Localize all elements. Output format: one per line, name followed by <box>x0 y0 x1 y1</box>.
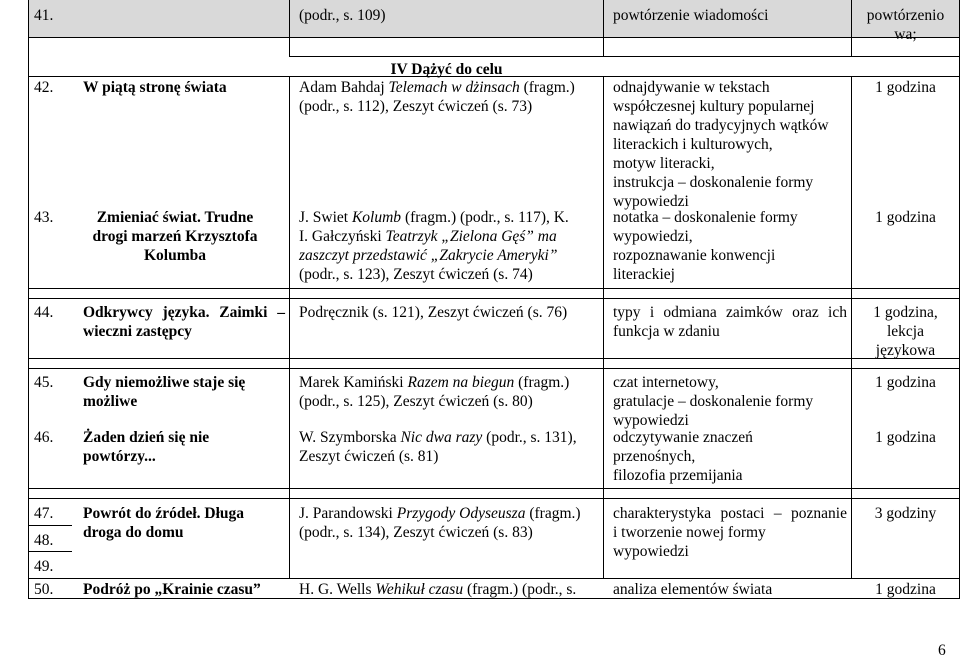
row-41-background <box>28 0 960 37</box>
rule <box>28 498 960 499</box>
row-42-text: Adam Bahdaj Telemach w dżinsach (fragm.) (podr., s. 112), Zeszyt ćwiczeń (s. 73) <box>299 79 575 115</box>
rule <box>603 76 604 578</box>
rule <box>28 358 960 359</box>
row-41-number: 41. <box>34 7 54 24</box>
row-41-hours: powtórzenio wa; <box>866 7 945 43</box>
row-44-text: Podręcznik (s. 121), Zeszyt ćwiczeń (s. 76) <box>299 304 568 321</box>
row-42-hours: 1 godzina <box>875 79 936 96</box>
row-46-number: 46. <box>34 429 54 446</box>
row-45-form: czat internetowy, gratulacje – doskonalenie formy wypowiedzi <box>613 374 814 429</box>
row-44-number: 44. <box>34 304 54 321</box>
row-45-number: 45. <box>34 374 54 391</box>
rule <box>28 578 960 579</box>
rule <box>289 76 290 578</box>
row-43-hours: 1 godzina <box>875 209 936 226</box>
row-50-form: analiza elementów świata <box>613 581 773 598</box>
rule <box>28 368 960 369</box>
row-47-hours: 3 godziny <box>874 505 937 522</box>
row-46-text: W. Szymborska Nic dwa razy (podr., s. 131), Zeszyt ćwiczeń (s. 81) <box>299 429 577 465</box>
row-47-form: charakterystyka postaci – poznanie i tworzenie nowej formy wypowiedzi <box>613 505 847 560</box>
rule <box>28 488 960 489</box>
rule <box>603 0 604 56</box>
row-41-form: powtórzenie wiadomości <box>613 7 769 24</box>
rule <box>28 298 960 299</box>
row-47-text: J. Parandowski Przygody Odyseusza (fragm.) (podr., s. 134), Zeszyt ćwiczeń (s. 83) <box>299 505 581 541</box>
row-46-form: odczytywanie znaczeń przenośnych, filozofia przemijania <box>613 429 753 484</box>
row-50-text: H. G. Wells Wehikuł czasu (fragm.) (podr., s. <box>299 581 577 598</box>
rule <box>28 525 72 526</box>
row-50-topic: Podróż po „Krainie czasu” <box>83 581 261 598</box>
row-46-hours: 1 godzina <box>875 429 936 446</box>
row-43-topic: Zmieniać świat. Trudne drogi marzeń Krzysztofa Kolumba <box>92 209 258 264</box>
row-42-number: 42. <box>34 79 54 96</box>
row-47-topic: Powrót do źródeł. Długa droga do domu <box>83 505 245 541</box>
row-41-text: (podr., s. 109) <box>299 7 386 24</box>
rule <box>289 56 960 57</box>
row-46-topic: Żaden dzień się nie powtórzy... <box>83 429 210 465</box>
section-heading: IV Dążyć do celu <box>390 61 503 78</box>
rule <box>289 0 290 56</box>
row-44-topic: Odkrywcy języka. Zaimki – wieczni zastępcy <box>83 304 285 340</box>
page-number: 6 <box>938 642 946 659</box>
row-47-number: 47. <box>34 505 54 522</box>
row-43-form: notatka – doskonalenie formy wypowiedzi, rozpoznawanie konwencji literackiej <box>613 209 798 283</box>
rule <box>28 551 72 552</box>
row-43-text: J. Swiet Kolumb (fragm.) (podr., s. 117), K. I. Gałczyński Teatrzyk „Zielona Gęś” ma zaszczyt przedstawić „Zakrycie Ameryki” (podr., s. 123), Zeszyt ćwiczeń (s. 74) <box>299 209 569 283</box>
row-42-topic: W piątą stronę świata <box>83 79 227 96</box>
row-44-hours: 1 godzina, lekcja językowa <box>873 304 938 359</box>
rule <box>28 288 960 289</box>
row-50-hours: 1 godzina <box>875 581 936 598</box>
rule <box>28 0 29 598</box>
rule <box>28 37 960 38</box>
row-45-text: Marek Kamiński Razem na biegun (fragm.) (podr., s. 125), Zeszyt ćwiczeń (s. 80) <box>299 374 570 410</box>
row-49-number: 49. <box>34 558 54 575</box>
row-45-topic: Gdy niemożliwe staje się możliwe <box>83 374 246 410</box>
row-50-number: 50. <box>34 581 54 598</box>
row-43-number: 43. <box>34 209 54 226</box>
row-48-number: 48. <box>34 532 54 549</box>
row-44-form: typy i odmiana zaimków oraz ich funkcja w zdaniu <box>613 304 847 340</box>
row-42-form: odnajdywanie w tekstach współczesnej kultury popularnej nawiązań do tradycyjnych wątków literackich i kulturowych, motyw literacki, instrukcja – doskonalenie formy wypowiedzi <box>613 79 829 210</box>
row-45-hours: 1 godzina <box>875 374 936 391</box>
